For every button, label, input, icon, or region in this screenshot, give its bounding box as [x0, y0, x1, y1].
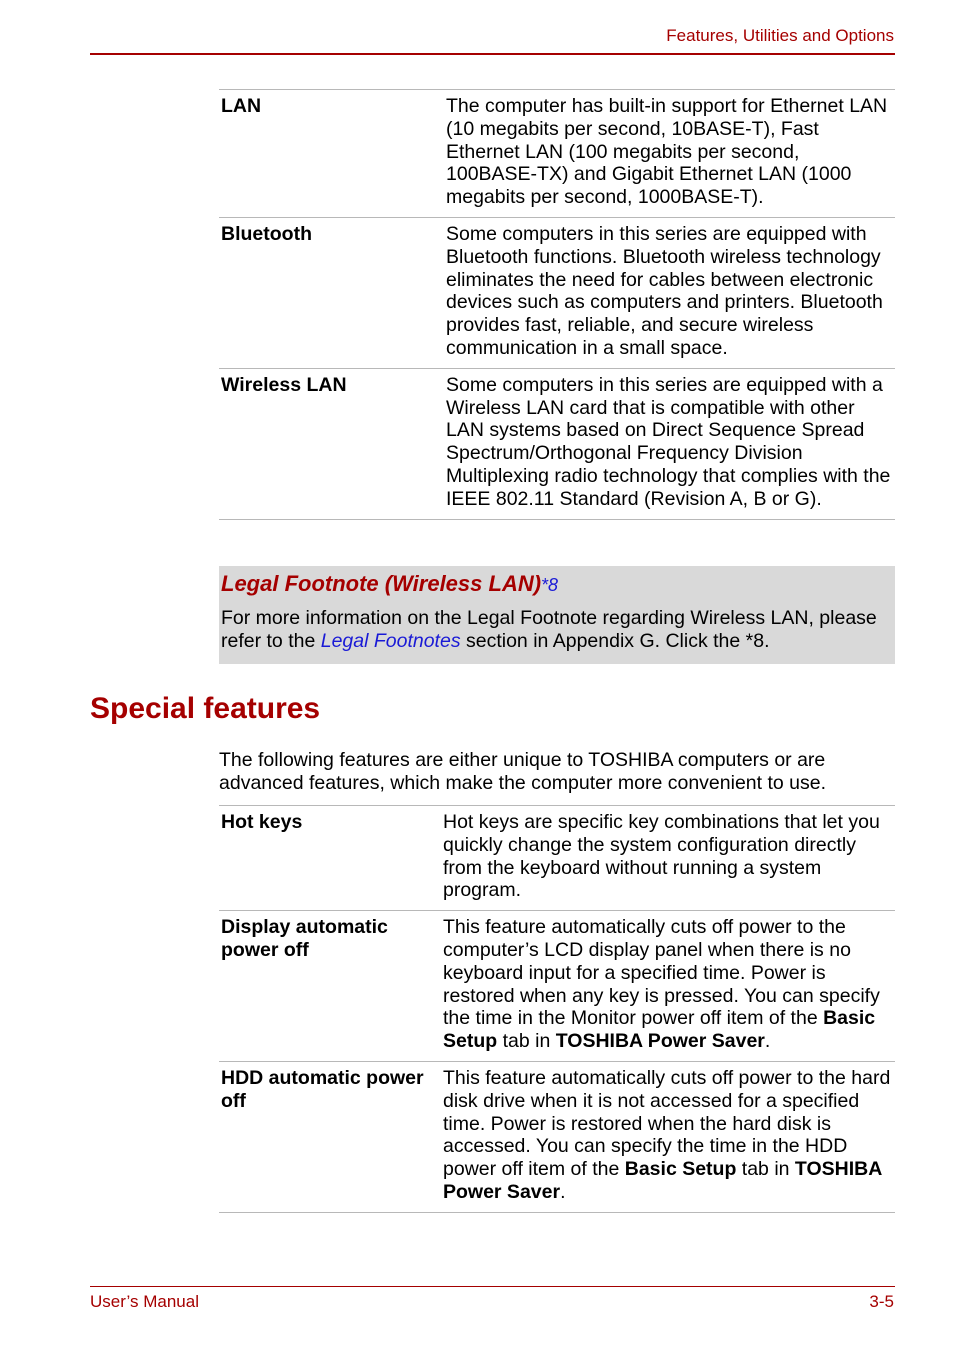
feature-description: The computer has built-in support for Ethernet LAN (10 megabits per second, 10BASE-T), Fast Ethernet LAN (100 megabits per second, 100BASE-TX) and Gigabit Ethernet LAN (1000 megabits per second, 1000BASE-T). — [446, 95, 888, 209]
feature-term: LAN — [221, 95, 262, 117]
special-features-table — [219, 805, 895, 1213]
table-row — [219, 806, 895, 911]
feature-term: Hot keys — [221, 811, 303, 833]
legal-footnote-box — [219, 566, 895, 664]
footer-manual-title: User’s Manual — [90, 1292, 199, 1311]
table-row — [219, 911, 895, 1062]
running-header: Features, Utilities and Options — [666, 26, 894, 45]
feature-description: Some computers in this series are equipped with Bluetooth functions. Bluetooth wireless technology eliminates the need for cables between electronic devices such as computers and printers. Bluetooth provides fast, reliable, and secure wireless communication in a small space. — [446, 222, 883, 359]
legal-footnote-body: For more information on the Legal Footnote regarding Wireless LAN, please refer to the Legal Footnotes section in Appendix G. Click the *8. — [221, 607, 877, 652]
footer-rule — [90, 1286, 895, 1287]
section-intro: The following features are either unique to TOSHIBA computers or are advanced features, which make the computer more convenient to use. — [219, 749, 827, 794]
feature-term: Bluetooth — [221, 222, 312, 245]
header-rule — [90, 53, 895, 55]
section-heading: Special features — [90, 692, 321, 725]
feature-term: Wireless LAN — [221, 373, 347, 396]
footnote-marker-link[interactable]: *8 — [541, 575, 559, 595]
feature-description: Hot keys are specific key combinations that let you quickly change the system configuration directly from the keyboard without running a system program. — [443, 811, 880, 902]
table-row — [219, 90, 895, 218]
table-row — [219, 368, 895, 519]
feature-term: HDD automatic power off — [221, 1066, 424, 1112]
table-row — [219, 1061, 895, 1212]
feature-term: Display automatic power off — [221, 916, 388, 961]
legal-footnote-title: Legal Footnote (Wireless LAN)*8 — [221, 571, 559, 596]
table-row — [219, 217, 895, 368]
page-number: 3-5 — [869, 1292, 894, 1311]
feature-description: Some computers in this series are equipped with a Wireless LAN card that is compatible with other LAN systems based on Direct Sequence Spread Spectrum/Orthogonal Frequency Division Multiplexing radio technology that complies with the IEEE 802.11 Standard (Revision A, B or G). — [446, 373, 891, 510]
feature-description: This feature automatically cuts off power to the computer’s LCD display panel when there is no keyboard input for a specified time. Power is restored when any key is pressed. You can specify the time in the Monitor power off item of the Basic Setup tab in TOSHIBA Power Saver. — [443, 916, 880, 1053]
feature-description: This feature automatically cuts off power to the hard disk drive when it is not accessed for a specified time. Power is restored when the hard disk is accessed. You can specify the time in the HDD power off item of the Basic Setup tab in TOSHIBA Power Saver. — [443, 1066, 891, 1203]
legal-footnotes-link[interactable]: Legal Footnotes — [320, 630, 461, 652]
network-features-table — [219, 89, 895, 520]
